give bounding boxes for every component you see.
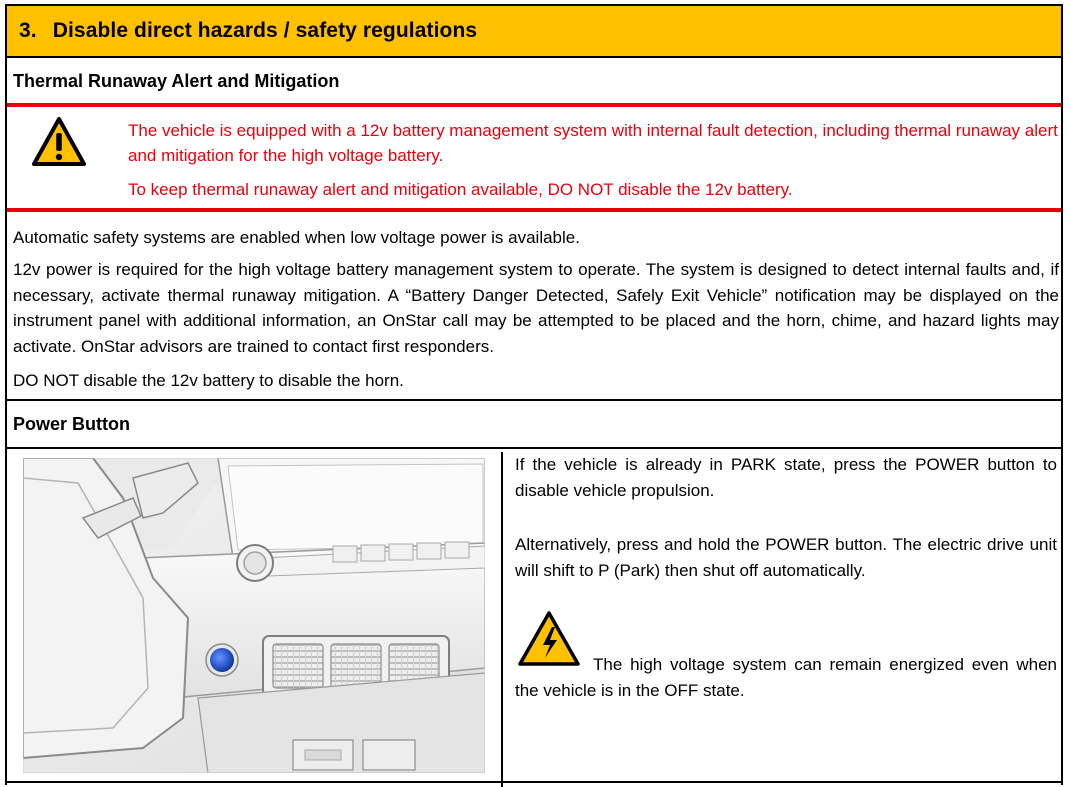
column-divider [501,452,503,787]
power-button-heading: Power Button [13,414,130,434]
thermal-runaway-heading: Thermal Runaway Alert and Mitigation [13,71,340,91]
section-number: 3. [19,19,37,42]
alert-bottom-border [7,208,1061,212]
section-title: Disable direct hazards / safety regulations [52,19,478,42]
section-header [7,6,1061,58]
power-button [210,648,234,672]
alert-text-1: The vehicle is equipped with a 12v battery management system with internal fault detection, including thermal runaway alert and mitigation for the high voltage battery. [128,121,1058,165]
park-instruction: If the vehicle is already in PARK state, press the POWER button to disable vehicle propulsion. [515,455,1057,500]
bottom-divider [7,781,1061,783]
hold-instruction: Alternatively, press and hold the POWER button. The electric drive unit will shift to P (Park) then shut off automatically. [515,535,1057,580]
divider [7,447,1061,449]
alert-top-border [7,103,1061,107]
horn-warning-paragraph: DO NOT disable the 12v battery to disable the horn. [13,371,404,390]
warning-triangle-icon [31,116,87,168]
dashboard-power-button-illustration [23,458,485,773]
power-requirement-paragraph: 12v power is required for the high voltage battery management system to operate. The system is designed to detect internal faults and, if necessary, activate thermal runaway mitigation. A “Battery Danger Detected, Safely Exit Vehicle” notification may be displayed on the instrument panel with additional information, an OnStar call may be attempted to be placed and the horn, chime, and hazard lights may activate. OnStar advisors are trained to contact first responders. [13,260,1059,356]
alert-text-2: To keep thermal runaway alert and mitigation available, DO NOT disable the 12v battery. [128,180,793,199]
high-voltage-warning: The high voltage system can remain energized even when the vehicle is in the OFF state. [515,655,1057,700]
safety-systems-paragraph: Automatic safety systems are enabled when low voltage power is available. [13,228,580,247]
section-frame [5,4,1063,785]
